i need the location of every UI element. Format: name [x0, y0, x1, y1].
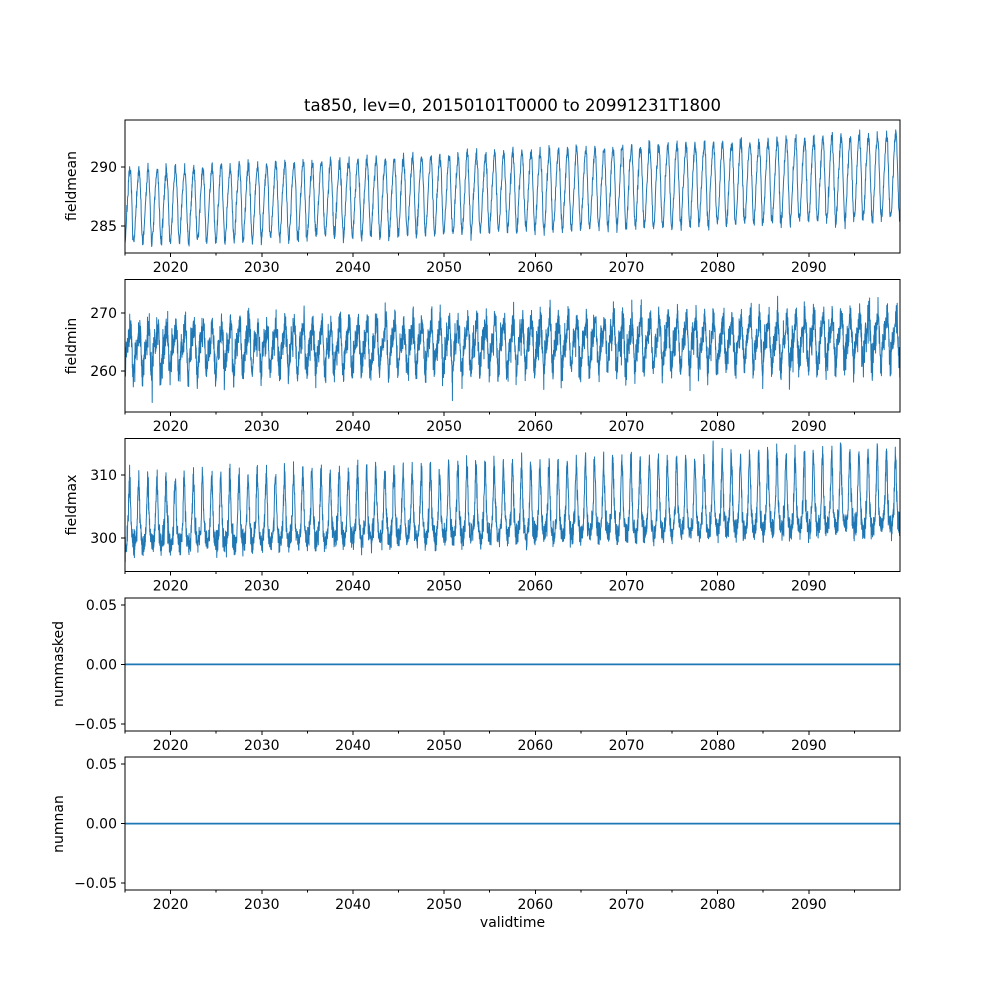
- x-tick-label: 2040: [335, 419, 371, 436]
- y-tick-label: 285: [90, 218, 117, 235]
- series-line-fieldmean: [125, 130, 900, 247]
- x-tick-label: 2030: [243, 419, 280, 436]
- ylabel-fieldmean: fieldmean: [64, 151, 80, 222]
- x-tick-label: 2050: [426, 259, 462, 276]
- y-tick-label: 0.05: [85, 598, 117, 615]
- x-tick-label: 2050: [426, 897, 462, 913]
- y-tick-label: 0.00: [85, 657, 117, 674]
- y-tick-label: −0.05: [74, 875, 117, 892]
- x-tick-label: 2050: [426, 578, 462, 595]
- x-tick-label: 2080: [699, 737, 736, 754]
- x-tick-label: 2070: [608, 419, 645, 436]
- subplot-fieldmean: [90, 120, 900, 276]
- x-tick-label: 2020: [152, 259, 189, 276]
- x-tick-label: 2040: [335, 897, 371, 913]
- x-tick-label: 2030: [243, 737, 280, 754]
- y-tick-label: 0.00: [85, 816, 117, 833]
- x-tick-label: 2020: [152, 578, 189, 595]
- x-tick-label: 2040: [335, 737, 371, 754]
- chart-title: ta850, lev=0, 20150101T0000 to 20991231T1800: [303, 96, 722, 115]
- subplot-nummasked: [74, 598, 900, 754]
- x-tick-label: 2020: [152, 737, 189, 754]
- x-tick-label: 2090: [791, 897, 827, 913]
- x-tick-label: 2080: [699, 578, 736, 595]
- x-tick-label: 2060: [517, 259, 554, 276]
- x-tick-label: 2060: [517, 737, 554, 754]
- y-tick-label: −0.05: [74, 716, 117, 733]
- y-tick-label: 0.05: [85, 757, 117, 774]
- ylabel-fieldmin: fieldmin: [64, 317, 80, 374]
- x-tick-label: 2030: [243, 578, 280, 595]
- y-tick-label: 270: [90, 305, 117, 322]
- x-tick-label: 2090: [791, 259, 827, 276]
- y-tick-label: 310: [90, 468, 117, 485]
- x-tick-label: 2040: [335, 259, 371, 276]
- series-line-fieldmax: [125, 441, 900, 562]
- y-tick-label: 260: [90, 363, 117, 380]
- x-tick-label: 2020: [152, 897, 189, 913]
- xlabel: validtime: [479, 915, 546, 931]
- x-tick-label: 2080: [699, 419, 736, 436]
- y-tick-label: 290: [90, 160, 117, 177]
- x-tick-label: 2060: [517, 578, 554, 595]
- x-tick-label: 2070: [608, 897, 645, 913]
- x-tick-label: 2070: [608, 737, 645, 754]
- x-tick-label: 2070: [608, 259, 645, 276]
- ylabel-numnan: numnan: [51, 794, 67, 853]
- x-tick-label: 2090: [791, 419, 827, 436]
- x-tick-label: 2030: [243, 259, 280, 276]
- subplot-fieldmin: [90, 279, 900, 435]
- y-tick-label: 300: [90, 531, 117, 548]
- ylabel-fieldmax: fieldmax: [64, 474, 80, 536]
- x-tick-label: 2080: [699, 897, 736, 913]
- x-tick-label: 2030: [243, 897, 280, 913]
- x-tick-label: 2080: [699, 259, 736, 276]
- x-tick-label: 2050: [426, 737, 462, 754]
- x-tick-label: 2090: [791, 737, 827, 754]
- x-tick-label: 2060: [517, 419, 554, 436]
- x-tick-label: 2070: [608, 578, 645, 595]
- axes-spines: [125, 439, 900, 572]
- subplot-numnan: [74, 757, 900, 913]
- x-tick-label: 2060: [517, 897, 554, 913]
- series-line-fieldmin: [125, 296, 900, 402]
- x-tick-label: 2090: [791, 578, 827, 595]
- x-tick-label: 2040: [335, 578, 371, 595]
- x-tick-label: 2050: [426, 419, 462, 436]
- subplot-fieldmax: [90, 439, 900, 595]
- x-tick-label: 2020: [152, 419, 189, 436]
- ylabel-nummasked: nummasked: [51, 621, 67, 708]
